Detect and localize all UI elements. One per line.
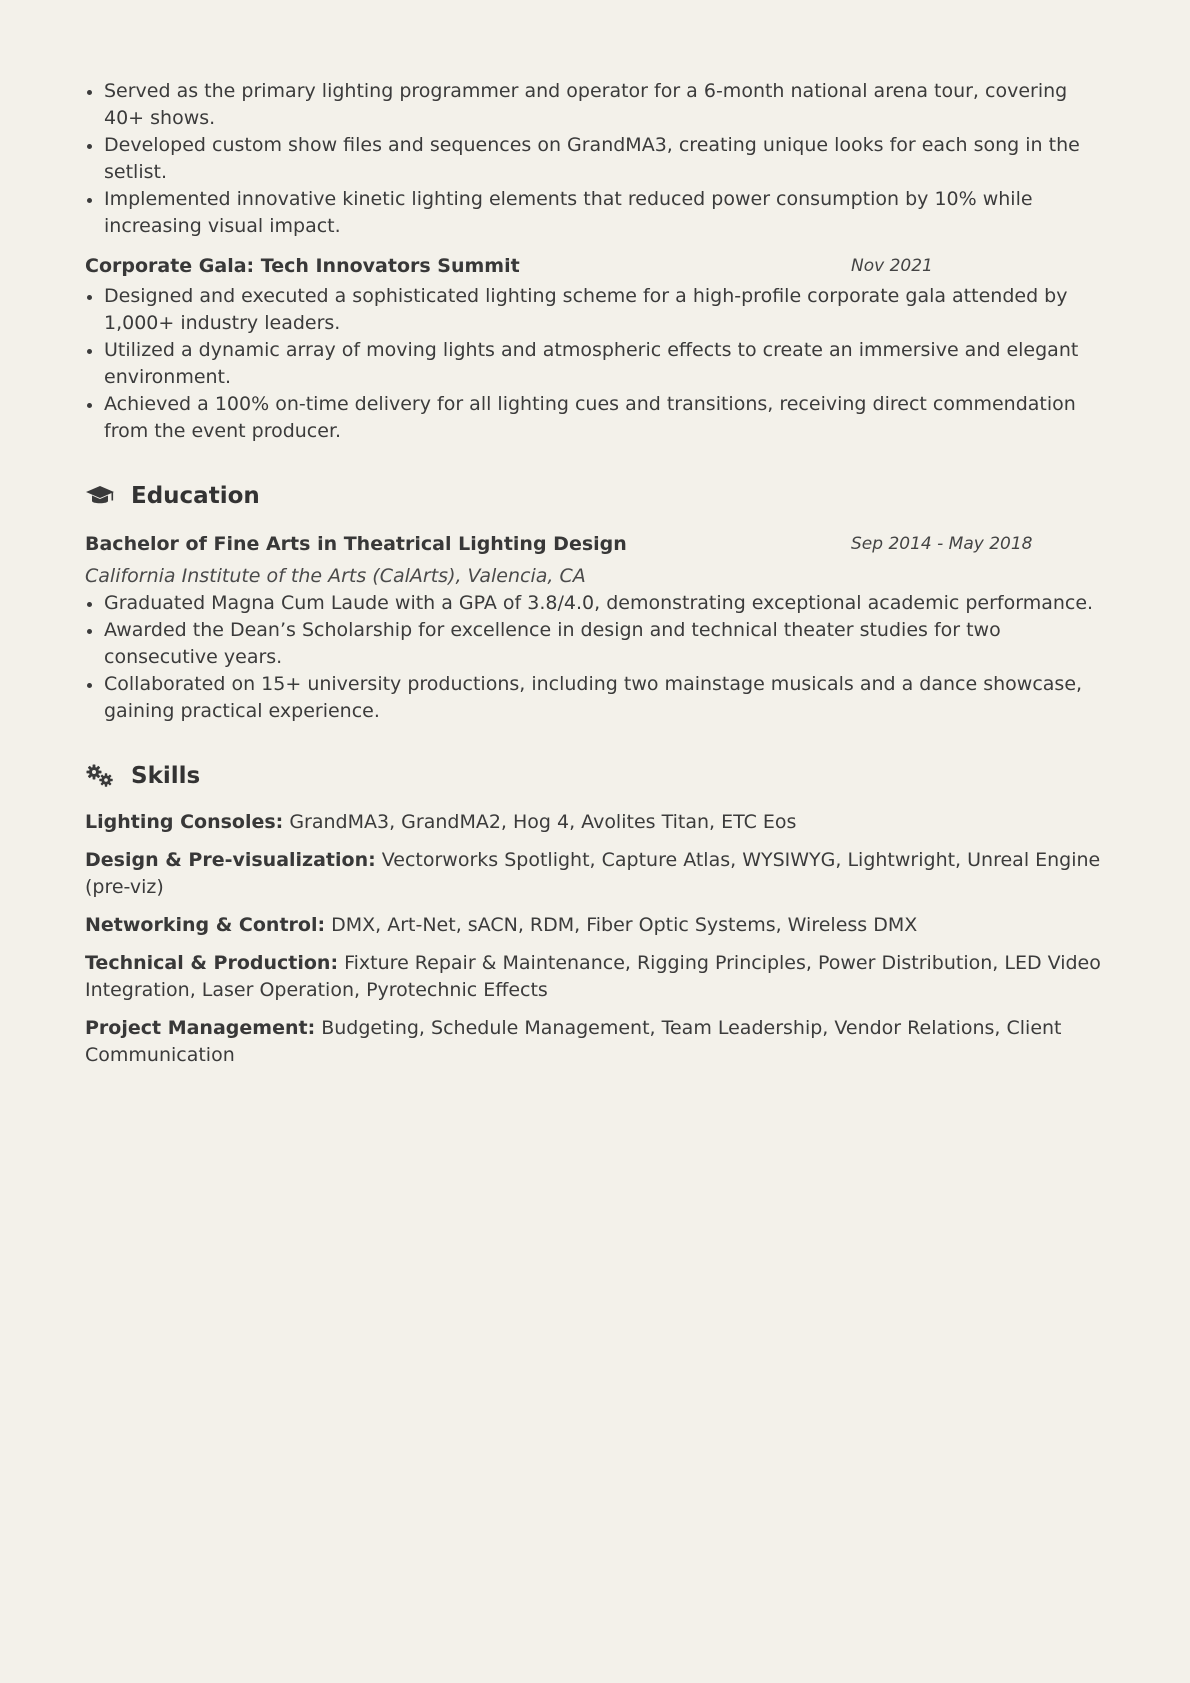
skill-value: GrandMA3, GrandMA2, Hog 4, Avolites Titan, ETC Eos (289, 811, 797, 833)
education-date: Sep 2014 - May 2018 (851, 534, 1033, 554)
skill-row (85, 912, 1105, 939)
education-section-header (85, 479, 1105, 513)
list-item: Designed and executed a sophisticated lighting scheme for a high-profile corporate gala attended by 1,000+ industry leaders. (85, 283, 1105, 337)
gala-date: Nov 2021 (851, 256, 933, 276)
skill-label: Networking & Control: (85, 914, 326, 936)
skill-label: Technical & Production: (85, 952, 339, 974)
graduation-cap-icon (85, 483, 115, 509)
skill-row (85, 847, 1105, 901)
degree-title: Bachelor of Fine Arts in Theatrical Lighting Design (85, 533, 627, 555)
gears-icon (85, 763, 115, 789)
list-item: Developed custom show files and sequences on GrandMA3, creating unique looks for each song in the setlist. (85, 132, 1105, 186)
education-bullet-list (85, 590, 1105, 725)
skill-row (85, 809, 1105, 836)
list-item: Achieved a 100% on-time delivery for all lighting cues and transitions, receiving direct commendation from the event producer. (85, 391, 1105, 445)
skills-heading: Skills (131, 762, 201, 789)
tour-bullet-list (85, 78, 1105, 240)
list-item: Implemented innovative kinetic lighting elements that reduced power consumption by 10% while increasing visual impact. (85, 186, 1105, 240)
list-item: Served as the primary lighting programmer and operator for a 6-month national arena tour, covering 40+ shows. (85, 78, 1105, 132)
skill-value: Vectorworks Spotlight, Capture Atlas, WYSIWYG, Lightwright, Unreal Engine (pre-viz) (85, 849, 1101, 898)
skill-value: Fixture Repair & Maintenance, Rigging Principles, Power Distribution, LED Video Integration, Laser Operation, Pyrotechnic Effects (85, 952, 1101, 1001)
skill-label: Project Management: (85, 1017, 316, 1039)
skill-label: Design & Pre-visualization: (85, 849, 376, 871)
education-heading: Education (131, 482, 260, 509)
education-entry-header (85, 531, 1105, 561)
gala-bullet-list (85, 283, 1105, 445)
gala-title: Corporate Gala: Tech Innovators Summit (85, 255, 520, 277)
list-item: Graduated Magna Cum Laude with a GPA of 3.8/4.0, demonstrating exceptional academic performance. (85, 590, 1105, 617)
skill-value: DMX, Art-Net, sACN, RDM, Fiber Optic Systems, Wireless DMX (331, 914, 918, 936)
list-item: Collaborated on 15+ university productions, including two mainstage musicals and a dance showcase, gaining practical experience. (85, 671, 1105, 725)
list-item: Awarded the Dean’s Scholarship for excellence in design and technical theater studies for two consecutive years. (85, 617, 1105, 671)
skill-value: Budgeting, Schedule Management, Team Leadership, Vendor Relations, Client Communication (85, 1017, 1062, 1066)
skills-list (85, 809, 1105, 1069)
resume-content (85, 78, 1105, 1069)
list-item: Utilized a dynamic array of moving lights and atmospheric effects to create an immersive and elegant environment. (85, 337, 1105, 391)
skill-label: Lighting Consoles: (85, 811, 284, 833)
skills-section-header (85, 759, 1105, 793)
gala-entry-header (85, 253, 1105, 283)
skill-row (85, 1015, 1105, 1069)
skill-row (85, 950, 1105, 1004)
school-name: California Institute of the Arts (CalArts), Valencia, CA (85, 565, 586, 587)
